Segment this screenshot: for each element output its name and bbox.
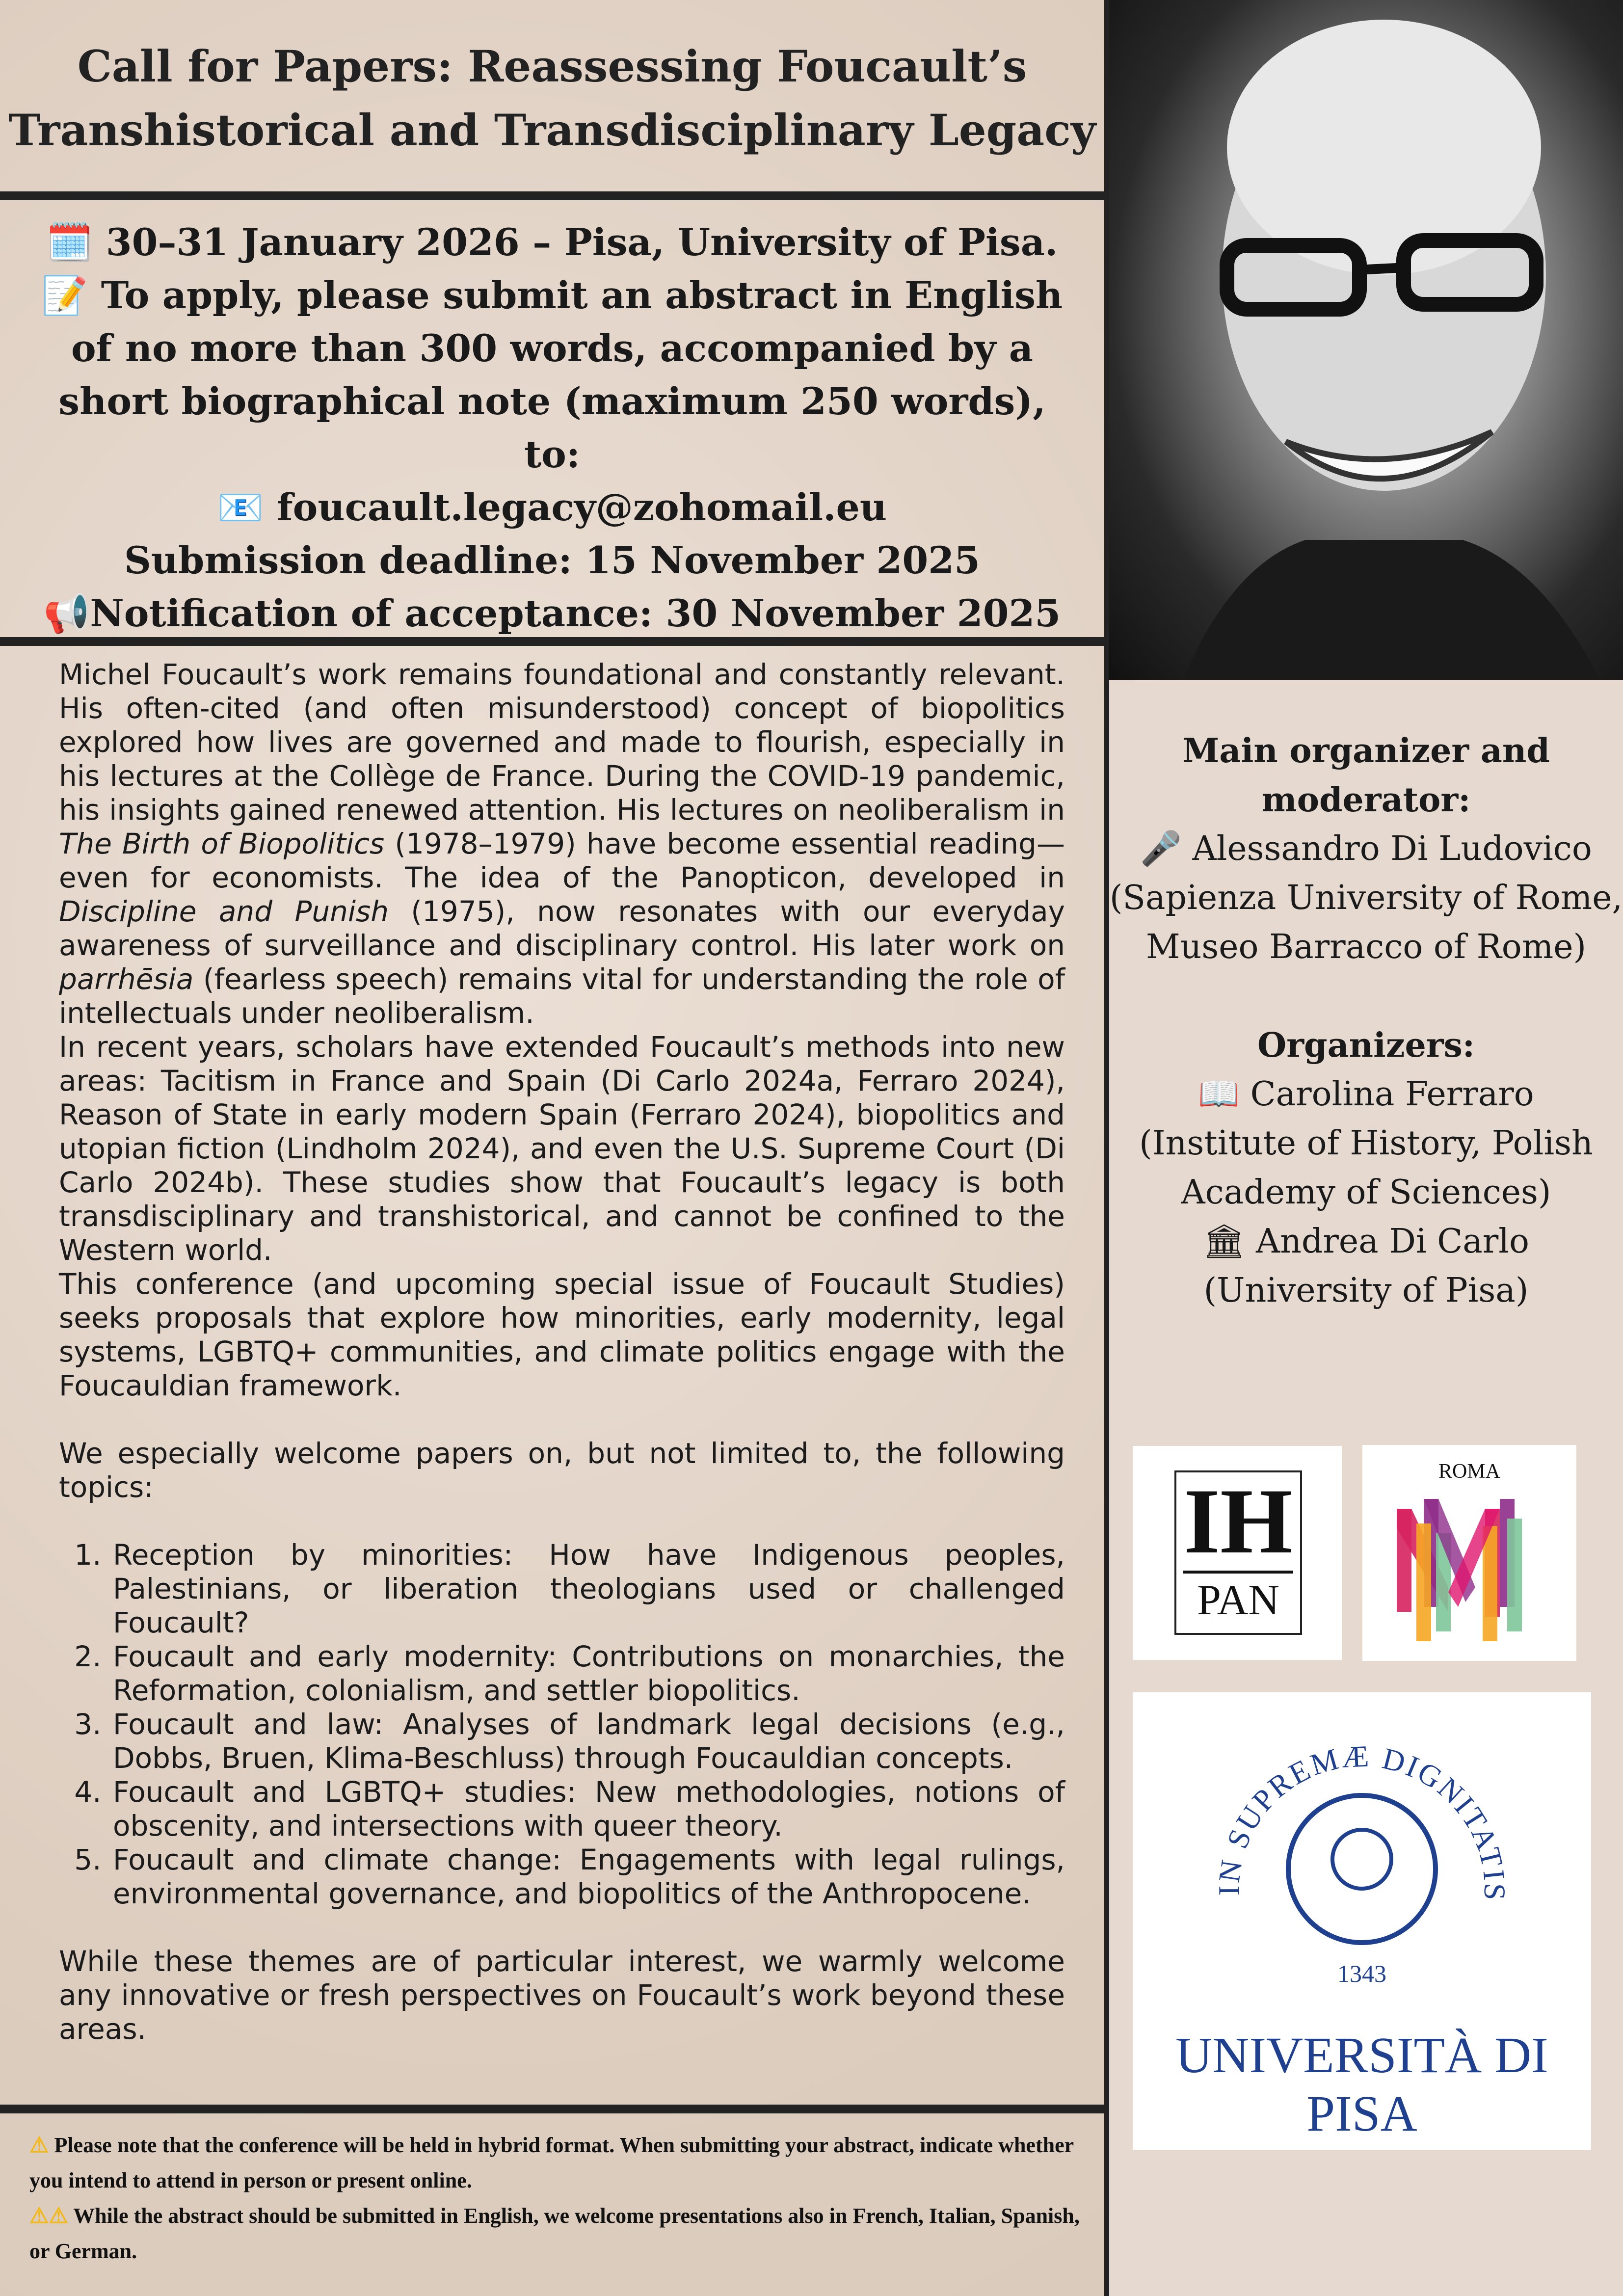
svg-text:IN SUPREMÆ DIGNITATIS: IN SUPREMÆ DIGNITATIS xyxy=(1212,1739,1512,1903)
list-item: 1. Reception by minorities: How have Indigenous peoples, Palestinians, or liberation theologians used or challenged Foucault? xyxy=(110,1538,1065,1640)
paragraph: This conference (and upcoming special issue of Foucault Studies) seeks proposals that explore how minorities, early modernity, legal systems, LGBTQ+ communities, and climate politics engage with the Foucauldian framework. xyxy=(59,1267,1065,1402)
warning-icon: ⚠ xyxy=(29,2204,49,2228)
classical-building-icon: 🏛 xyxy=(1203,1222,1246,1261)
paragraph: We especially welcome papers on, but not limited to, the following topics: xyxy=(59,1437,1065,1504)
title-line: Call for Papers: Reassessing Foucault’s xyxy=(77,41,1027,92)
envelope-icon: 📧 xyxy=(217,485,264,529)
divider xyxy=(0,637,1104,646)
microphone-icon: 🎤 xyxy=(1140,829,1182,868)
roma-logo: ROMA xyxy=(1362,1445,1576,1661)
svg-text:1343: 1343 xyxy=(1337,1960,1386,1987)
divider xyxy=(0,191,1104,200)
email-link[interactable]: foucault.legacy@zohomail.eu xyxy=(276,485,887,529)
apply-instructions: To apply, please submit an abstract in English of no more than 300 words, accompanied by a short biographical note (maximum 250 words), to: xyxy=(58,273,1063,476)
calendar-icon: 🗓️ xyxy=(46,220,93,264)
info-block xyxy=(29,216,1075,640)
book-icon: 📖 xyxy=(1198,1075,1240,1114)
page-title xyxy=(0,34,1104,162)
body-text xyxy=(59,658,1065,2046)
title-line: Transhistorical and Transdisciplinary Legacy xyxy=(8,105,1096,156)
footer-notes xyxy=(29,2128,1085,2269)
organizer-affiliation: (University of Pisa) xyxy=(1203,1271,1529,1310)
column-divider xyxy=(1104,0,1109,2296)
organizers-block xyxy=(1109,726,1623,1315)
organizer-name: Andrea Di Carlo xyxy=(1255,1222,1529,1261)
portrait-photo xyxy=(1109,0,1623,680)
topics-list xyxy=(110,1538,1065,1911)
main-organizer-heading: Main organizer and moderator: xyxy=(1182,731,1550,820)
paragraph: While these themes are of particular interest, we warmly welcome any innovative or fresh perspectives on Foucault’s work beyond these areas. xyxy=(59,1945,1065,2046)
language-note: While the abstract should be submitted in English, we welcome presentations also in French, Italian, Spanish, or German. xyxy=(29,2204,1080,2263)
paragraph: Michel Foucault’s work remains foundational and constantly relevant. His often-cited (and often misunderstood) concept of biopolitics explored how lives are governed and made to flourish, especially in his lectures at the Collège de France. During the COVID-19 pandemic, his insights gained renewed attention. His lectures on neoliberalism in The Birth of Biopolitics (1978–1979) have become essential reading—even for economists. The idea of the Panopticon, developed in Discipline and Punish (1975), now resonates with our everyday awareness of surveillance and disciplinary control. His later work on parrhēsia (fearless speech) remains vital for understanding the role of intellectuals under neoliberalism. xyxy=(59,658,1065,1030)
list-item: 5. Foucault and climate change: Engagements with legal rulings, environmental governance, and biopolitics of the Anthropocene. xyxy=(110,1843,1065,1911)
list-item: 2. Foucault and early modernity: Contributions on monarchies, the Reformation, colonialism, and settler biopolitics. xyxy=(110,1640,1065,1708)
organizer-affiliation: (Institute of History, Polish Academy of Sciences) xyxy=(1139,1124,1593,1212)
memo-icon: 📝 xyxy=(41,273,88,317)
organizers-heading: Organizers: xyxy=(1257,1026,1475,1065)
warning-icon: ⚠ xyxy=(29,2133,49,2157)
organizer-name: Alessandro Di Ludovico xyxy=(1192,829,1592,868)
paragraph: In recent years, scholars have extended Foucault’s methods into new areas: Tacitism in France and Spain (Di Carlo 2024a, Ferraro 2024), Reason of State in early modern Spain (Ferraro 2024), biopolitics and utopian fiction (Lindholm 2024), and even the U.S. Supreme Court (Di Carlo 2024b). These studies show that Foucault’s legacy is both transdisciplinary and transhistorical, and cannot be confined to the Western world. xyxy=(59,1030,1065,1267)
megaphone-icon: 📢 xyxy=(43,591,90,635)
hybrid-note: Please note that the conference will be held in hybrid format. When submitting your abstract, indicate whether you intend to attend in person or present online. xyxy=(29,2133,1074,2192)
warning-icon: ⚠ xyxy=(49,2204,68,2228)
notification-date: Notification of acceptance: 30 November 2025 xyxy=(90,591,1061,635)
submission-deadline: Submission deadline: 15 November 2025 xyxy=(124,538,980,582)
ihpan-logo: IH PAN xyxy=(1133,1446,1342,1660)
list-item: 4. Foucault and LGBTQ+ studies: New methodologies, notions of obscenity, and intersections with queer theory. xyxy=(110,1775,1065,1843)
list-item: 3. Foucault and law: Analyses of landmark legal decisions (e.g., Dobbs, Bruen, Klima-Beschluss) through Foucauldian concepts. xyxy=(110,1708,1065,1775)
event-date: 30–31 January 2026 – Pisa, University of Pisa. xyxy=(106,220,1058,264)
divider xyxy=(0,2105,1104,2113)
organizer-affiliation: (Sapienza University of Rome, Museo Barracco of Rome) xyxy=(1109,879,1623,966)
university-of-pisa-logo: IN SUPREMÆ DIGNITATIS 1343 UNIVERSITÀ DI PISA xyxy=(1133,1692,1591,2150)
organizer-name: Carolina Ferraro xyxy=(1250,1075,1534,1114)
